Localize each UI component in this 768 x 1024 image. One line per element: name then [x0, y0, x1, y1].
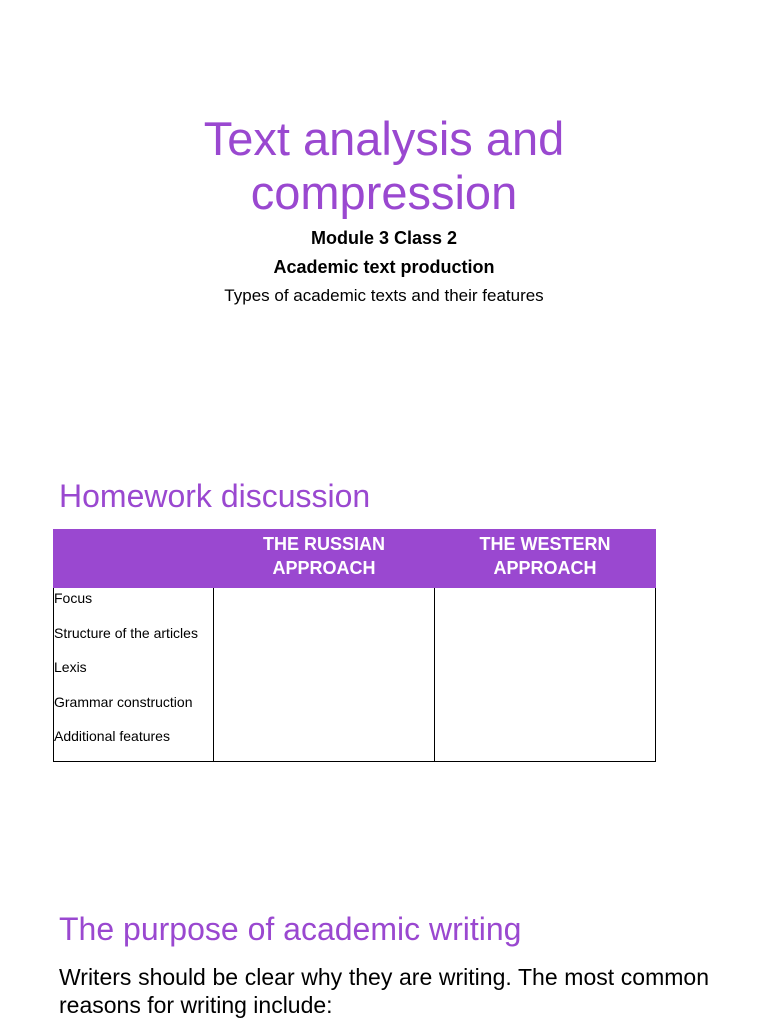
slide-subtitle: Types of academic texts and their features: [224, 286, 544, 305]
production-label: Academic text production: [273, 257, 495, 277]
module-label: Module 3 Class 2: [310, 228, 458, 248]
table-header-row: [54, 530, 656, 588]
slide-title: [0, 112, 768, 220]
title-line-2: compression: [250, 166, 518, 219]
row-label-structure: Structure of the articles: [54, 624, 198, 641]
western-approach-cell: [435, 588, 656, 762]
row-label-additional: Additional features: [54, 728, 170, 744]
header-empty-cell: [54, 530, 214, 588]
row-labels-cell: [54, 588, 214, 762]
table-row: [54, 588, 656, 762]
title-line-1: Text analysis and: [203, 112, 565, 165]
header-western-approach: THE WESTERN APPROACH: [435, 530, 656, 588]
row-label-grammar: Grammar construction: [54, 693, 193, 710]
homework-table: [53, 529, 656, 762]
row-label-lexis: Lexis: [54, 659, 87, 675]
russian-approach-cell: [214, 588, 435, 762]
purpose-body: Writers should be clear why they are writing. The most common reasons for writing include:: [59, 964, 709, 1018]
purpose-heading: The purpose of academic writing: [59, 911, 522, 947]
homework-heading: Homework discussion: [59, 478, 371, 514]
row-label-focus: Focus: [54, 590, 93, 606]
header-russian-approach: THE RUSSIAN APPROACH: [214, 530, 435, 588]
